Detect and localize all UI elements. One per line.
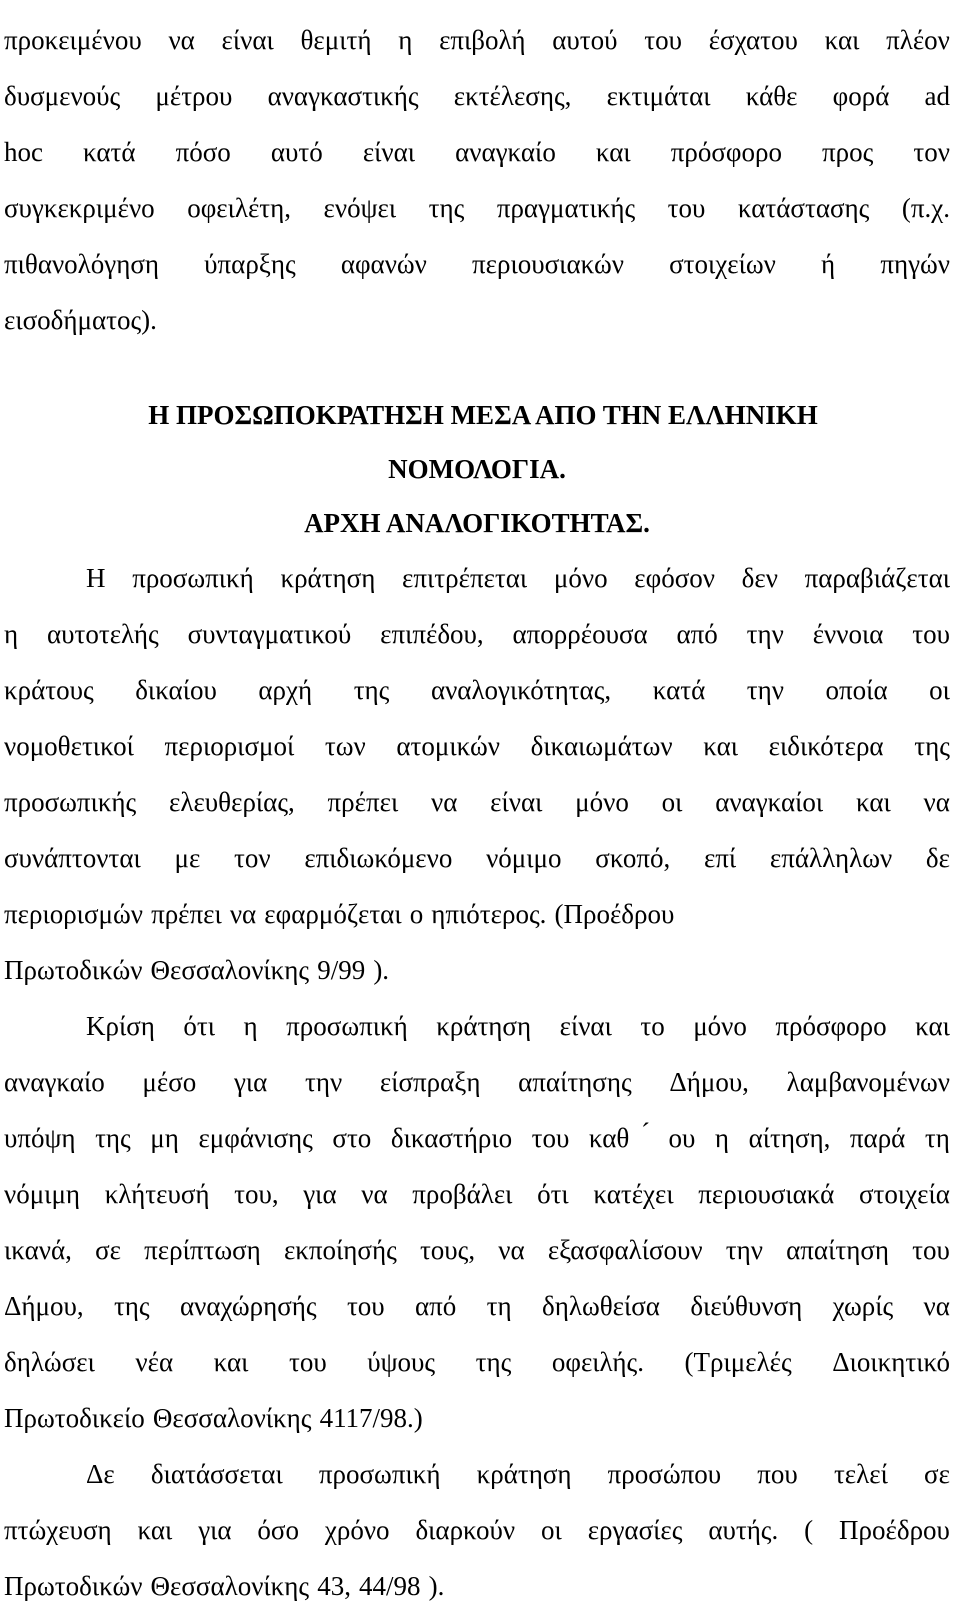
word: του [531,1123,570,1153]
text-line [4,830,950,886]
word: τον [913,137,950,167]
word: να [923,1291,950,1321]
word: πλέον [886,25,950,55]
word: αίτηση, [748,1123,831,1153]
word: επάλληλων [769,843,893,873]
word: ή [821,249,836,279]
text-line [4,68,950,124]
word: ). [428,1571,445,1601]
word: έννοια [812,619,884,649]
text-line [4,718,950,774]
word: αναγκαίοι [715,787,824,817]
text-line [4,1222,950,1278]
word: χωρίς [832,1291,894,1321]
text-line [4,1278,950,1334]
word: τους, [419,1235,476,1265]
word: πόσο [175,137,231,167]
word: θεμιτή [300,25,372,55]
text-line [4,124,950,180]
text-line [4,886,950,942]
word: και [703,731,739,761]
word: ο [409,899,424,929]
text-line [4,662,950,718]
word: μόνο [693,1011,747,1041]
word: οποία [825,675,888,705]
word: προσωπική [318,1459,441,1489]
word: (Τριμελές [684,1347,792,1377]
word: αρχή [258,675,313,705]
word: από [415,1291,457,1321]
word: ). [373,955,390,985]
word: ότι [183,1011,216,1041]
section-heading [4,348,950,550]
word: να [229,899,257,929]
word: 44/98 [359,1571,421,1601]
word: περιουσιακά [698,1179,835,1209]
word: αυτού [552,25,618,55]
word: του [346,1291,385,1321]
word: ύπαρξης [204,249,296,279]
word: κράτηση [280,563,376,593]
word: προς [822,137,874,167]
word: αυτοτελής [46,619,159,649]
word: αφανών [340,249,427,279]
word: συνταγματικού [187,619,352,649]
word: διατάσσεται [150,1459,283,1489]
word: του [289,1347,327,1377]
word: πιθανολόγηση [4,249,159,279]
word: οι [929,675,950,705]
word: δηλωθείσα [542,1291,660,1321]
word: υπόψη [4,1123,76,1153]
word: ad [924,81,950,111]
word: πραγματικής [496,193,636,223]
word: οι [541,1515,562,1545]
word: είναι [221,25,274,55]
word: της [353,675,390,705]
word: ότι [537,1179,569,1209]
word: Θεσσαλονίκης [152,1403,312,1433]
word: Δήμου, [4,1291,84,1321]
word: κλήτευσή [104,1179,210,1209]
word: στοιχείων [669,249,776,279]
word: προσωπικής [4,787,137,817]
word: οφειλέτη, [187,193,292,223]
paragraph-bankruptcy [4,1446,950,1614]
word: προσωπική [286,1011,408,1041]
word: Κρίση [86,1011,155,1041]
word: Δε [86,1459,115,1489]
word: αναλογικότητας, [430,675,612,705]
word: είναι [559,1011,612,1041]
text-line [4,606,950,662]
word: κράτηση [436,1011,532,1041]
word: Η [86,563,106,593]
word: και [915,1011,950,1041]
word: Προέδρου [839,1515,950,1545]
word: δε [925,843,950,873]
text-line [4,942,950,998]
word: του [667,193,706,223]
word: εκποίησής [283,1235,397,1265]
word: λαμβανομένων [786,1067,950,1097]
word: 9/99 [317,955,366,985]
word: να [431,787,458,817]
text-line [4,550,950,606]
heading-line: ΑΡΧΗ ΑΝΑΛΟΓΙΚΟΤΗΤΑΣ. [304,508,650,538]
word: χρόνο [324,1515,390,1545]
word: για [303,1179,337,1209]
word: κατά [652,675,706,705]
word: τον [234,843,271,873]
word: οι [661,787,683,817]
word: η [714,1123,730,1153]
word: προσώπου [607,1459,722,1489]
word: περίπτωση [144,1235,261,1265]
word: το [640,1011,665,1041]
word: 43, [317,1571,351,1601]
text-line [4,1390,950,1446]
word: και [213,1347,249,1377]
word: αυτής. [708,1515,779,1545]
text-line [4,12,950,68]
word: μόνο [575,787,629,817]
word: hoc [4,137,43,167]
word: η [243,1011,258,1041]
word: η [4,619,19,649]
word: οφειλής. [551,1347,644,1377]
word: τη [486,1291,512,1321]
word: φορά [832,81,890,111]
word: Θεσσαλονίκης [150,955,310,985]
word: εισοδήματος). [4,305,157,335]
word: προσωπική [132,563,254,593]
word: έσχατου [708,25,798,55]
word: αναγκαίο [4,1067,105,1097]
word: κράτηση [476,1459,572,1489]
word: δυσμενούς [4,81,121,111]
word: συγκεκριμένο [4,193,155,223]
word: του, [234,1179,279,1209]
text-line [4,180,950,236]
word: Δήμου, [669,1067,749,1097]
word: την [746,675,784,705]
word: εφόσον [634,563,715,593]
word: απαίτησης [518,1067,632,1097]
paragraph-intro [4,0,950,348]
paragraph-proportionality [4,550,950,998]
word: προβάλει [412,1179,513,1209]
word: τελεί [833,1459,888,1489]
word: (π.χ. [901,193,950,223]
paragraph-municipality-claim [4,998,950,1446]
word: νέα [135,1347,174,1377]
word: της [428,193,465,223]
word: δικαιωμάτων [530,731,673,761]
word: όσο [257,1515,299,1545]
word: τη [924,1123,950,1153]
word: είναι [362,137,416,167]
text-line [4,1558,950,1614]
word: απαίτηση [786,1235,889,1265]
document-page [4,0,950,1601]
text-line [4,1334,950,1390]
word: δηλώσει [4,1347,95,1377]
word: της [95,1123,131,1153]
word: περιορισμών [4,899,143,929]
word: δεν [741,563,778,593]
word: του [912,1235,950,1265]
word: για [198,1515,232,1545]
word: ειδικότερα [768,731,884,761]
word: κατάστασης [737,193,870,223]
word: προκειμένου [4,25,142,55]
word: εξασφαλίσουν [547,1235,703,1265]
word: διεύθυνση [690,1291,803,1321]
word: πρόσφορο [670,137,782,167]
word: επιπέδου, [380,619,484,649]
word: αναγκαίο [455,137,556,167]
word: αυτό [270,137,323,167]
word: Πρωτοδικών [4,1571,143,1601]
word: απορρέουσα [512,619,648,649]
word: νόμιμο [486,843,562,873]
word: καθ [588,1123,630,1153]
word: την [305,1067,343,1097]
word: των [324,731,366,761]
word: επιβολή [439,25,526,55]
word: να [498,1235,525,1265]
word: που [757,1459,798,1489]
word: Πρωτοδικών [4,955,143,985]
word: και [595,137,631,167]
word: και [824,25,860,55]
word: και [137,1515,173,1545]
word: εκτέλεσης, [453,81,572,111]
word: κατέχει [593,1179,674,1209]
word: αναχώρησής [179,1291,317,1321]
word: είσπραξη [379,1067,481,1097]
word: του [644,25,682,55]
word: πρέπει [327,787,399,817]
heading-line: Η ΠΡΟΣΩΠΟΚΡΑΤΗΣΗ ΜΕΣΑ ΑΠΟ ΤΗΝ ΕΛΛΗΝΙΚΗ [148,400,818,430]
word: παραβιάζεται [804,563,950,593]
word: 4117/98.) [319,1403,423,1433]
word: η [398,25,413,55]
word: επιδιωκόμενο [304,843,453,873]
text-line [4,1446,950,1502]
word: στο [332,1123,372,1153]
word: (Προέδρου [554,899,675,929]
word: και [855,787,891,817]
word: κάθε [745,81,798,111]
word: Διοικητικό [832,1347,950,1377]
word: διαρκούν [415,1515,516,1545]
word: εκτιμάται [606,81,711,111]
word: ου [668,1123,696,1153]
word: να [361,1179,388,1209]
word: για [233,1067,268,1097]
word: δικαστήριο [390,1123,513,1153]
word: μη [150,1123,179,1153]
word: σε [924,1459,950,1489]
word: κατά [83,137,136,167]
word: ατομικών [396,731,500,761]
word: του [912,619,950,649]
word: να [168,25,195,55]
text-line [4,236,950,292]
word: νομοθετικοί [4,731,134,761]
word: επί [703,843,737,873]
word: πρόσφορο [775,1011,887,1041]
word: της [475,1347,512,1377]
word: μέτρου [155,81,233,111]
word: μόνο [553,563,608,593]
word: σε [95,1235,121,1265]
word: εργασίες [587,1515,683,1545]
text-line [4,1166,950,1222]
word: Πρωτοδικείο [4,1403,145,1433]
word: περιουσιακών [472,249,624,279]
word: Θεσσαλονίκης [150,1571,310,1601]
word: της [113,1291,150,1321]
text-line [4,1110,950,1166]
word: πρέπει [151,899,222,929]
word: πτώχευση [4,1515,112,1545]
word: σκοπό, [595,843,671,873]
word: ενόψει [323,193,397,223]
word: να [923,787,950,817]
text-line [4,1502,950,1558]
text-line [4,774,950,830]
word: ηπιότερος. [431,899,547,929]
word: κράτους [4,675,94,705]
word: με [174,843,201,873]
word: από [676,619,718,649]
word: επιτρέπεται [402,563,528,593]
text-line [4,998,950,1054]
text-line [4,292,950,348]
word: πηγών [880,249,950,279]
word: εμφάνισης [198,1123,313,1153]
word: δικαίου [135,675,217,705]
word: της [914,731,950,761]
word: συνάπτονται [4,843,141,873]
word: ικανά, [4,1235,72,1265]
word: την [746,619,784,649]
word: περιορισμοί [164,731,295,761]
word: ύψους [367,1347,436,1377]
text-line [4,1054,950,1110]
word: ελευθερίας, [169,787,295,817]
word: την [725,1235,763,1265]
word: ( [804,1515,814,1545]
word: στοιχεία [858,1179,950,1209]
word: νόμιμη [4,1179,81,1209]
word: είναι [490,787,543,817]
heading-line: ΝΟΜΟΛΟΓΙΑ. [388,454,566,484]
word: παρά [849,1123,906,1153]
word: αναγκαστικής [267,81,419,111]
word: μέσο [142,1067,197,1097]
word: εφαρμόζεται [264,899,402,929]
